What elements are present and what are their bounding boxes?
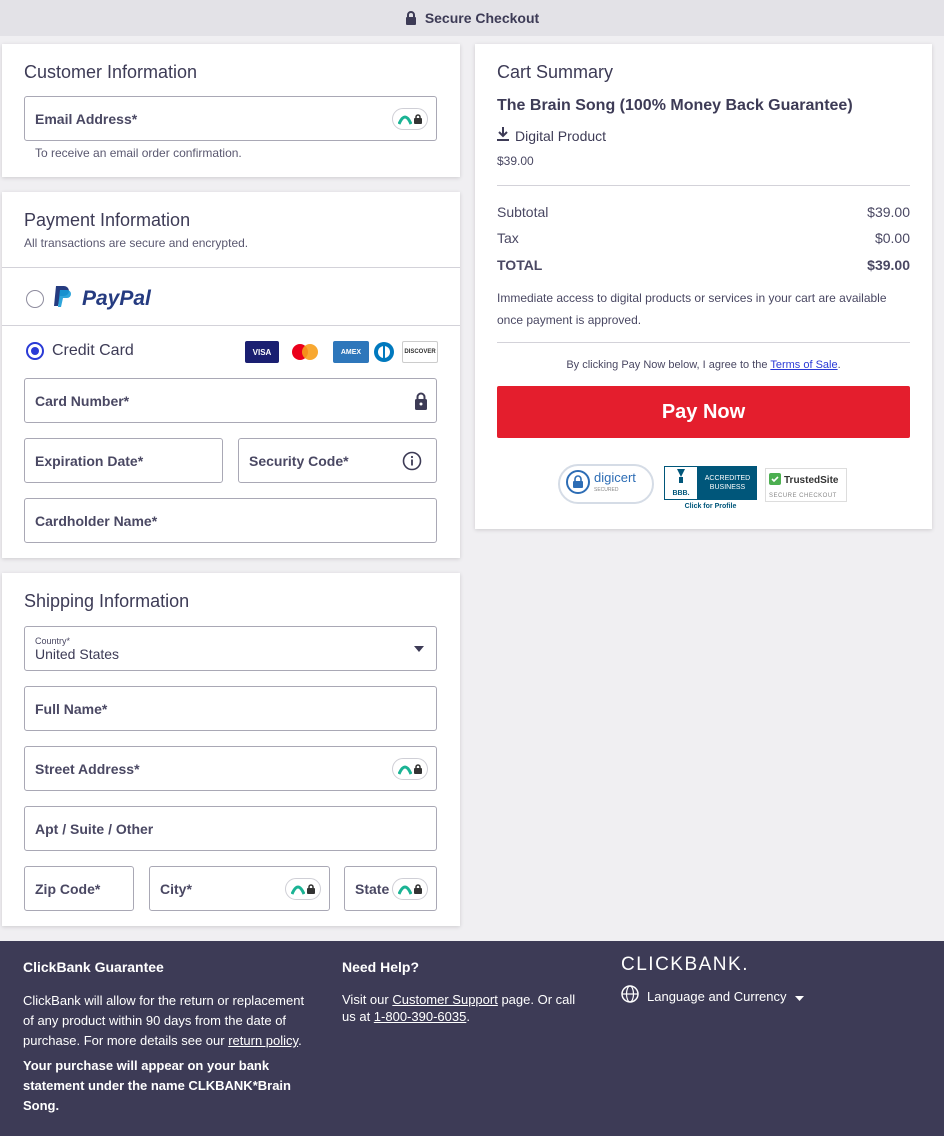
mastercard-icon — [287, 341, 323, 363]
security-code-field[interactable] — [238, 438, 437, 483]
trustedsite-badge[interactable] — [765, 468, 847, 502]
language-currency-selector[interactable] — [621, 985, 871, 1009]
divider — [2, 325, 460, 326]
trustedsite-sub-label: SECURE CHECKOUT — [769, 492, 837, 499]
lock-icon — [414, 392, 428, 410]
expiration-date-field[interactable] — [24, 438, 223, 483]
tax-value: $0.00 — [874, 230, 910, 246]
terms-suffix: . — [837, 359, 841, 371]
divider — [2, 267, 460, 268]
cart-summary-card — [475, 44, 932, 529]
divider — [497, 342, 910, 343]
security-code-label: Security Code* — [249, 452, 349, 469]
secure-checkout-bar — [0, 0, 944, 36]
paypal-radio[interactable] — [26, 290, 44, 308]
city-label: City* — [160, 880, 192, 897]
credit-card-radio[interactable] — [26, 342, 44, 360]
apt-suite-field[interactable] — [24, 806, 437, 851]
product-type-label: Digital Product — [515, 127, 607, 144]
footer — [0, 941, 944, 1136]
expiration-date-label: Expiration Date* — [35, 452, 144, 469]
autofill-lock-icon[interactable] — [285, 878, 321, 900]
subtotal-label: Subtotal — [497, 204, 549, 220]
return-policy-link[interactable]: return policy — [228, 1033, 299, 1048]
bbb-accredited-label: ACCREDITED — [704, 475, 751, 482]
credit-card-label: Credit Card — [52, 342, 134, 359]
access-note: Immediate access to digital products or services in your cart are available once payment is approved. — [497, 291, 887, 327]
total-value: $39.00 — [867, 257, 910, 273]
divider — [497, 185, 910, 186]
cardholder-name-field[interactable] — [24, 498, 437, 543]
customer-support-link[interactable]: Customer Support — [392, 992, 498, 1007]
autofill-lock-icon[interactable] — [392, 758, 428, 780]
email-field[interactable] — [24, 96, 437, 141]
guarantee-text: ClickBank will allow for the return or replacement of any product within 90 days from the date of purchase. For more details see our return policy. — [23, 993, 305, 1048]
help-heading: Need Help? — [342, 959, 420, 975]
lock-icon — [405, 11, 417, 25]
product-price: $39.00 — [497, 154, 534, 168]
cart-summary-heading: Cart Summary — [497, 62, 614, 82]
download-icon — [497, 127, 509, 144]
subtotal-row — [497, 204, 910, 220]
email-hint: To receive an email order confirmation. — [35, 146, 242, 160]
checkmark-icon — [769, 472, 781, 490]
clickbank-logo: CLICKBANK. — [621, 954, 749, 975]
customer-information-card — [2, 44, 460, 177]
globe-icon — [621, 985, 639, 1009]
phone-link[interactable]: 1-800-390-6035 — [373, 1009, 467, 1024]
full-name-label: Full Name* — [35, 700, 108, 717]
terms-prefix: By clicking Pay Now below, I agree to the — [566, 359, 771, 371]
visa-icon: VISA — [245, 341, 279, 363]
paypal-label: PayPal — [82, 286, 151, 310]
digicert-label: digicert — [594, 470, 636, 485]
language-currency-label: Language and Currency — [647, 989, 787, 1004]
payment-subheading: All transactions are secure and encrypted. — [24, 236, 249, 250]
digicert-badge[interactable] — [558, 464, 654, 504]
street-address-label: Street Address* — [35, 760, 140, 777]
cardholder-name-label: Cardholder Name* — [35, 512, 158, 529]
country-value: United States — [35, 645, 120, 662]
brand-column — [621, 955, 871, 1009]
chevron-down-icon — [795, 987, 804, 1007]
city-field[interactable] — [149, 866, 330, 911]
product-name: The Brain Song (100% Money Back Guarantee) — [497, 97, 853, 114]
zip-code-field[interactable] — [24, 866, 134, 911]
bbb-business-label: BUSINESS — [709, 484, 746, 491]
product-type — [497, 127, 606, 144]
terms-of-sale-link[interactable]: Terms of Sale — [770, 359, 838, 371]
autofill-lock-icon[interactable] — [392, 878, 428, 900]
customer-information-heading: Customer Information — [24, 62, 198, 82]
bbb-profile-link[interactable]: Click for Profile — [684, 503, 737, 510]
autofill-lock-icon[interactable] — [392, 108, 428, 130]
total-row — [497, 257, 910, 273]
tax-label: Tax — [497, 230, 519, 246]
discover-icon: DISCOVER — [402, 341, 438, 363]
bbb-logo: BBB. — [672, 490, 690, 497]
paypal-logo-icon — [52, 284, 74, 313]
diners-icon — [372, 341, 396, 363]
apt-suite-label: Apt / Suite / Other — [35, 820, 154, 837]
tax-row — [497, 230, 910, 246]
secure-checkout-title: Secure Checkout — [424, 10, 540, 26]
state-field[interactable] — [344, 866, 437, 911]
help-text: Visit our Customer Support page. Or call us at 1-800-390-6035. — [342, 992, 576, 1024]
payment-information-card — [2, 192, 460, 558]
digicert-lock-icon — [566, 470, 590, 499]
email-label: Email Address* — [35, 110, 138, 127]
help-column — [342, 957, 592, 1025]
pay-now-button[interactable]: Pay Now — [497, 386, 910, 438]
digicert-sub-label: SECURED — [594, 487, 619, 493]
bbb-torch-icon — [674, 469, 688, 490]
paypal-option[interactable] — [26, 284, 151, 313]
terms-text — [497, 359, 910, 371]
trustedsite-label: TrustedSite — [784, 475, 839, 486]
full-name-field[interactable] — [24, 686, 437, 731]
shipping-information-card — [2, 573, 460, 926]
shipping-information-heading: Shipping Information — [24, 591, 190, 611]
country-label: Country* — [35, 635, 71, 646]
subtotal-value: $39.00 — [867, 204, 910, 220]
bbb-badge[interactable] — [664, 466, 757, 514]
chevron-down-icon — [414, 646, 424, 652]
state-label: State — [355, 880, 390, 897]
total-label: TOTAL — [497, 257, 543, 273]
country-select[interactable] — [24, 626, 437, 671]
guarantee-heading: ClickBank Guarantee — [23, 959, 164, 975]
street-address-field[interactable] — [24, 746, 437, 791]
zip-code-label: Zip Code* — [35, 880, 101, 897]
credit-card-option[interactable] — [26, 342, 134, 360]
amex-icon: AMEX — [333, 341, 369, 363]
card-number-label: Card Number* — [35, 392, 130, 409]
statement-text: Your purchase will appear on your bank statement under the name CLKBANK*Brain Song. — [23, 1058, 291, 1113]
info-icon[interactable] — [402, 451, 422, 471]
card-number-field[interactable] — [24, 378, 437, 423]
guarantee-column — [23, 957, 318, 1116]
payment-information-heading: Payment Information — [24, 210, 191, 230]
